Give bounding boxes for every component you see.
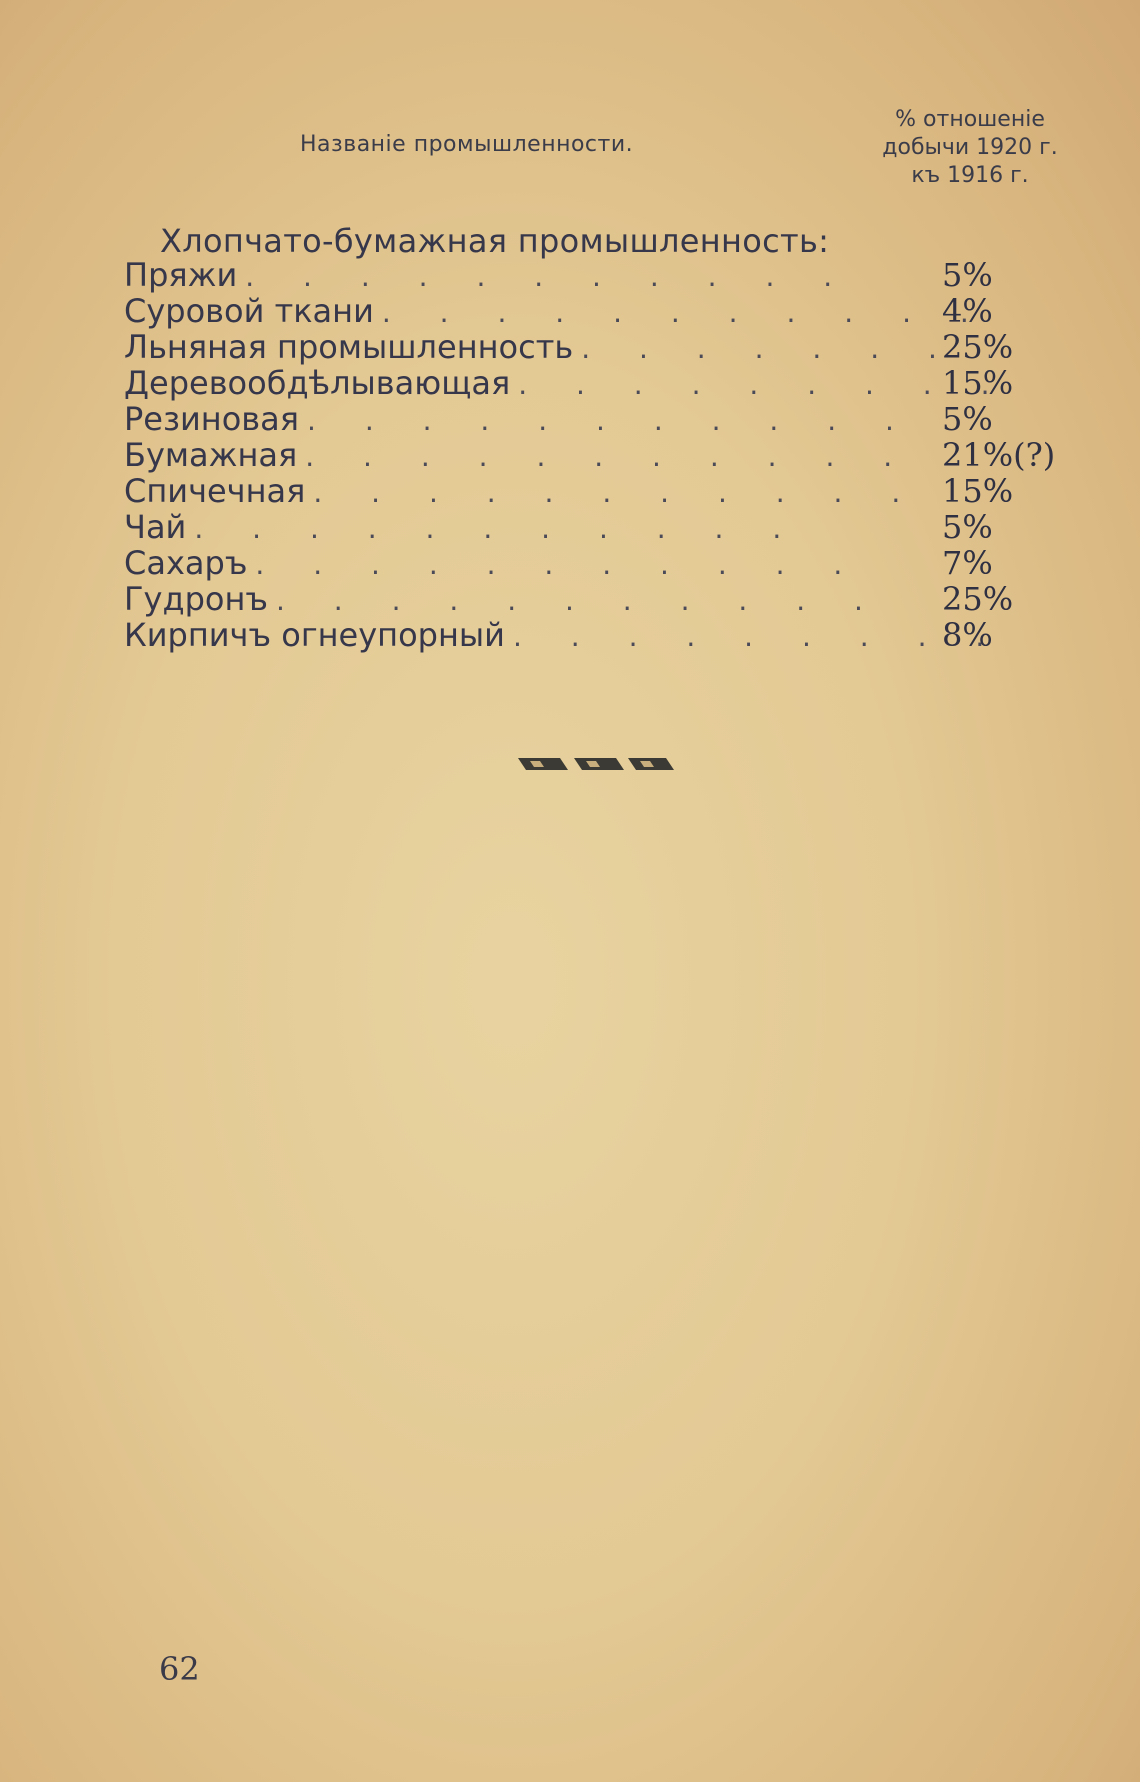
industry-name: Резиновая: [124, 400, 300, 438]
column-header-percent-line-3: къ 1916 г.: [911, 163, 1029, 188]
page-number: 62: [159, 1650, 200, 1688]
table-row: [124, 544, 1084, 580]
percent-value: 5%: [942, 400, 993, 438]
column-header-percent-ratio: [850, 106, 1090, 190]
leader-dots: [510, 368, 990, 401]
leader-dots: [268, 584, 876, 617]
leader-dots: [247, 548, 855, 581]
table-row: [124, 364, 1084, 400]
column-header-percent-line-1: % отношеніе: [895, 107, 1045, 132]
percent-value: 5%: [942, 508, 993, 546]
industry-name: Деревообдѣлывающая: [124, 364, 511, 402]
table-row: [124, 436, 1084, 472]
table-row: [124, 256, 1084, 292]
industry-name: Кирпичъ огнеупорный: [124, 616, 505, 654]
percent-value: 4%: [942, 292, 993, 330]
industry-name: Гудронъ: [124, 580, 268, 618]
leader-dots: [573, 332, 990, 365]
column-header-percent-line-2: добычи 1920 г.: [882, 135, 1058, 160]
table-row: [124, 472, 1084, 508]
percent-value: 25%: [942, 580, 1014, 618]
industry-name: Бумажная: [124, 436, 298, 474]
table-row: [124, 292, 1084, 328]
leader-dots: [186, 512, 794, 545]
leader-dots: [237, 260, 845, 293]
table-row: [124, 328, 1084, 364]
leader-dots: [305, 476, 913, 509]
industry-table: [124, 256, 1084, 652]
industry-name: Спичечная: [124, 472, 306, 510]
table-row: [124, 400, 1084, 436]
percent-value: 15%: [942, 364, 1014, 402]
percent-value: 7%: [942, 544, 993, 582]
leader-dots: [374, 296, 982, 329]
leader-dots: [299, 404, 907, 437]
industry-name: Чай: [124, 508, 187, 546]
percent-value: 15%: [942, 472, 1014, 510]
percent-value: 25%: [942, 328, 1014, 366]
table-row: [124, 616, 1084, 652]
industry-name: Льняная промышленность: [124, 328, 574, 366]
percent-value: 21%(?): [942, 436, 1056, 474]
leader-dots: [505, 620, 990, 653]
table-row: [124, 508, 1084, 544]
industry-name: Сахаръ: [124, 544, 248, 582]
section-title-cotton-industry: Хлопчато-бумажная промышленность:: [160, 222, 830, 260]
percent-value: 5%: [942, 256, 993, 294]
percent-value: 8%: [942, 616, 993, 654]
industry-name: Пряжи: [124, 256, 238, 294]
column-header-industry-name: Названіе промышленности.: [300, 132, 634, 157]
table-row: [124, 580, 1084, 616]
decorative-fleuron-icon: [518, 755, 674, 773]
leader-dots: [297, 440, 905, 473]
industry-name: Суровой ткани: [124, 292, 374, 330]
